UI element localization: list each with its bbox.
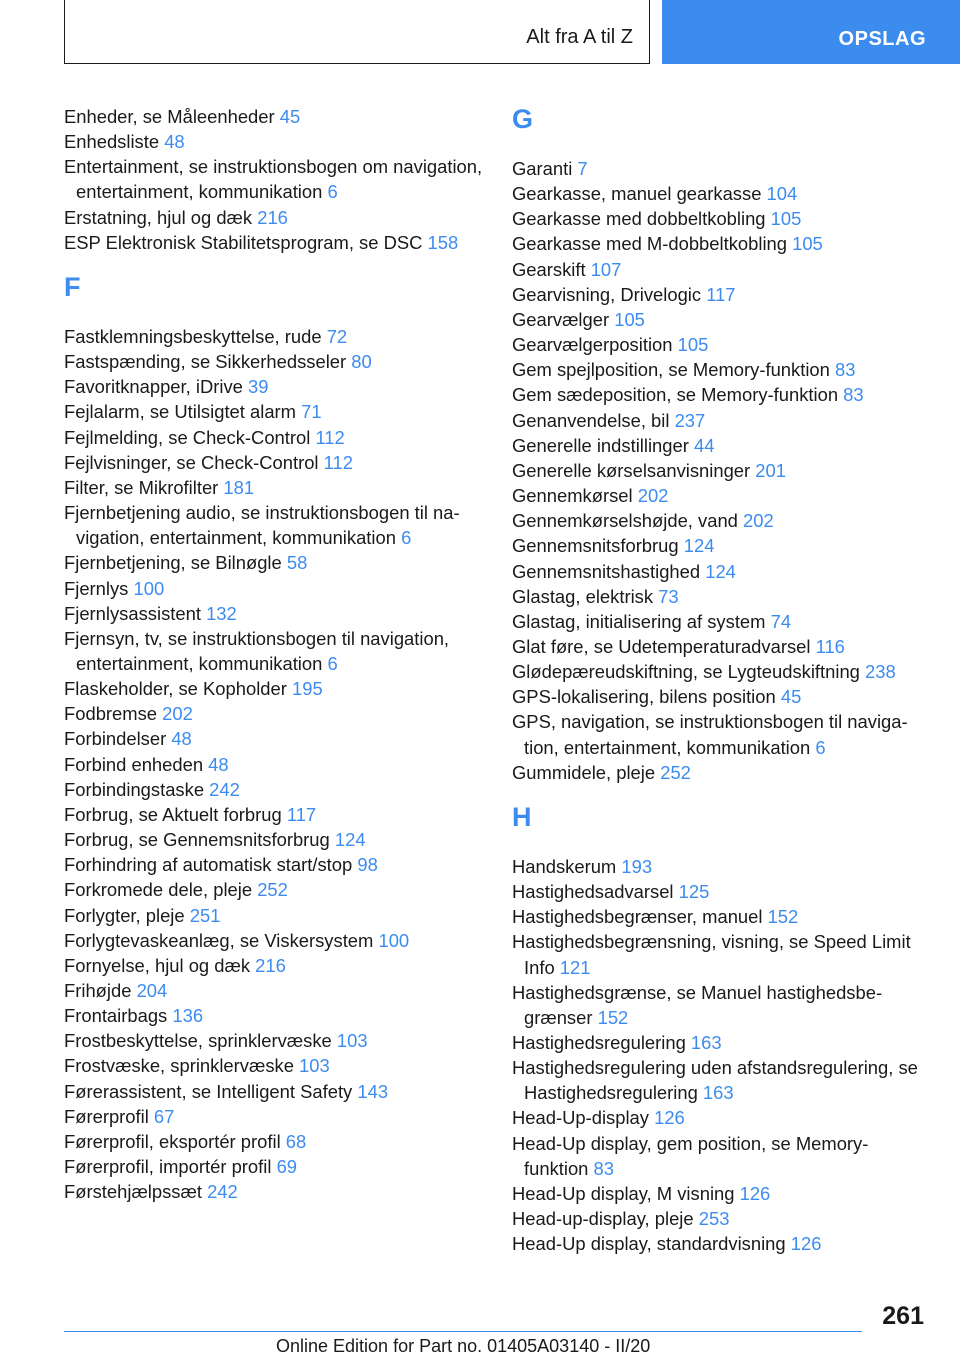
index-entry-term: Generelle kørselsanvisninger (512, 459, 756, 481)
index-entry (64, 1129, 484, 1154)
index-entry (512, 684, 932, 709)
index-entry-term: Enheder, se Måleenheder (64, 106, 280, 127)
index-entry (64, 1154, 484, 1179)
index-entry (64, 877, 484, 902)
index-entry-page-link[interactable]: 125 (678, 881, 710, 903)
index-entry-term: ESP Elektronisk Stabilitetsprogram, se DSC (64, 231, 428, 253)
index-entry (64, 324, 484, 349)
index-entry-page-link[interactable]: 98 (357, 854, 378, 876)
index-entry-page-link[interactable]: 253 (698, 1208, 730, 1230)
index-entry-page-link[interactable]: 126 (654, 1107, 685, 1129)
index-entry-term: Head-up-display, pleje (512, 1208, 699, 1230)
section-title: Alt fra A til Z (526, 26, 633, 48)
index-entry (512, 1231, 932, 1256)
index-entry-term: Flaskeholder, se Kopholder (64, 678, 292, 700)
index-entry-page-link[interactable]: 48 (164, 131, 185, 153)
index-column-left (64, 104, 484, 1204)
index-entry (64, 129, 484, 154)
index-entry-term: Hastighedsbegrænsning, visning, se Speed Limit Info (512, 931, 911, 978)
index-entry-term: Forkromede dele, pleje (64, 879, 258, 901)
index-entry-term: Glødepæreudskiftning, se Lygteudskiftning (512, 661, 866, 683)
index-entry (64, 601, 484, 626)
index-entry-term: Generelle indstillinger (512, 434, 694, 456)
index-entry-term: Fjernlysassistent (64, 602, 207, 624)
index-entry-page-link[interactable]: 216 (257, 206, 288, 228)
index-entry-term: Gennemsnitshastighed (512, 560, 706, 582)
index-entry-page-link[interactable]: 105 (677, 334, 709, 356)
index-entry (512, 904, 932, 929)
index-entry (64, 726, 484, 751)
index-entry-page-link[interactable]: 124 (683, 535, 715, 557)
index-entry (64, 104, 484, 129)
index-entry-term: Glastag, elektrisk (512, 585, 659, 607)
index-entry (512, 257, 932, 282)
index-entry-page-link[interactable]: 152 (767, 906, 799, 928)
index-entry-term: Fastspænding, se Sikkerhedsseler (64, 351, 352, 373)
index-entry-page-link[interactable]: 252 (660, 761, 691, 783)
index-entry-term: Gem sædeposition, se Memory-funktion (512, 384, 844, 406)
index-entry-page-link[interactable]: 116 (815, 635, 845, 657)
index-entry-page-link[interactable]: 242 (207, 1181, 238, 1203)
index-entry-page-link[interactable]: 143 (357, 1080, 389, 1102)
index-entry-page-link[interactable]: 83 (593, 1157, 614, 1179)
index-entry-page-link[interactable]: 6 (401, 527, 412, 549)
index-entry (512, 854, 932, 879)
index-entry-term: Gennemkørselshøjde, vand (512, 510, 744, 532)
index-entry-page-link[interactable]: 74 (770, 610, 792, 632)
index-entry-page-link[interactable]: 7 (577, 158, 588, 179)
index-entry-term: Forhindring af automatisk start/stop (64, 854, 358, 876)
index-entry (64, 500, 484, 550)
index-entry-page-link[interactable]: 202 (162, 703, 193, 725)
index-entry-term: Garanti (512, 158, 578, 179)
index-entry (64, 1053, 484, 1078)
chapter-title: OPSLAG (838, 28, 926, 50)
index-entry-term: Gennemsnitsforbrug (512, 535, 684, 557)
index-entry-page-link[interactable]: 45 (780, 686, 802, 708)
index-letter-heading: F (64, 271, 81, 302)
index-entry-page-link[interactable]: 132 (206, 602, 237, 624)
index-entry-page-link[interactable]: 73 (658, 585, 679, 607)
index-entry-page-link[interactable]: 112 (315, 426, 345, 448)
index-entry (64, 903, 484, 928)
index-entry-page-link[interactable]: 6 (327, 652, 338, 674)
index-entry (64, 154, 484, 204)
index-entry (512, 980, 932, 1030)
index-entry-term: Førstehjælpssæt (64, 1181, 208, 1203)
index-entry-page-link[interactable]: 242 (209, 778, 240, 800)
index-entry (512, 433, 932, 458)
index-entry (512, 879, 932, 904)
index-entry (64, 928, 484, 953)
index-entry-term: Glastag, initialisering af system (512, 610, 771, 632)
index-entry (64, 550, 484, 575)
index-entry-term: Hastighedsregulering (512, 1032, 691, 1053)
index-entry-page-link[interactable]: 83 (843, 384, 864, 406)
index-entry (512, 1030, 932, 1055)
index-entry-term: Handskerum (512, 855, 622, 877)
index-entry-page-link[interactable]: 39 (247, 376, 269, 398)
index-entry-page-link[interactable]: 112 (323, 451, 353, 473)
index-entry (512, 1105, 932, 1130)
index-entry (512, 929, 932, 979)
index-entry (64, 777, 484, 802)
index-entry (512, 181, 932, 206)
index-entry-term: Fejlvisninger, se Check-Control (64, 451, 324, 473)
index-entry (64, 1079, 484, 1104)
index-entry-term: Forbindelser (64, 728, 172, 750)
index-entry-page-link[interactable]: 201 (755, 459, 786, 481)
index-entry-page-link[interactable]: 48 (208, 753, 229, 775)
index-entry-term: Head-Up display, gem position, se Memory-funktion (512, 1132, 869, 1179)
index-entry-term: Head-Up-display (512, 1107, 655, 1129)
index-entry-term: Glat føre, se Udetemperaturadvarsel (512, 635, 816, 657)
index-entry-page-link[interactable]: 6 (815, 736, 826, 758)
index-entry-term: Gearvisning, Drivelogic (512, 283, 707, 305)
index-entry (64, 852, 484, 877)
index-entry-term: Forbind enheden (64, 753, 209, 775)
index-entry-term: Frontairbags (64, 1005, 173, 1027)
index-entry-term: Forbrug, se Gennemsnitsforbrug (64, 829, 335, 851)
index-entry-term: Førerprofil, importér profil (64, 1156, 277, 1178)
index-entry-page-link[interactable]: 67 (153, 1105, 175, 1127)
index-entry (64, 1179, 484, 1204)
index-entry (512, 1055, 932, 1105)
index-entry (64, 475, 484, 500)
index-entry-page-link[interactable]: 80 (351, 351, 372, 373)
index-entry-term: Head-Up display, M visning (512, 1182, 740, 1204)
index-entry-page-link[interactable]: 105 (792, 233, 823, 255)
index-entry-page-link[interactable]: 238 (865, 661, 896, 683)
index-entry-term: Enhedsliste (64, 131, 165, 153)
index-entry-page-link[interactable]: 163 (690, 1032, 722, 1053)
page-number: 261 (882, 1302, 924, 1330)
index-entry-page-link[interactable]: 44 (693, 434, 715, 456)
index-entry-page-link[interactable]: 105 (614, 308, 645, 330)
index-entry-term: Fjernbetjening audio, se instruktionsbogen til navigation, entertainment, kommunikation (64, 502, 460, 549)
index-entry (512, 1181, 932, 1206)
index-entry-page-link[interactable]: 83 (835, 359, 856, 381)
index-entry (64, 349, 484, 374)
index-entry-page-link[interactable]: 216 (255, 954, 286, 976)
index-entry (64, 425, 484, 450)
index-entry-term: Gearskift (512, 258, 591, 280)
index-entry-term: Gearvælger (512, 308, 615, 330)
index-entry (64, 953, 484, 978)
index-entry-page-link[interactable]: 126 (790, 1233, 822, 1255)
index-entry-page-link[interactable]: 251 (189, 904, 221, 926)
index-column-right (512, 104, 932, 1256)
index-entry-term: Førerprofil (64, 1105, 154, 1127)
header-chapter-tab[interactable] (662, 0, 960, 64)
index-entry (64, 205, 484, 230)
index-entry (512, 408, 932, 433)
footer-divider (64, 1331, 862, 1332)
index-entry-term: Forlygtevaskeanlæg, se Viskersystem (64, 929, 379, 951)
index-entry (64, 399, 484, 424)
index-entry (512, 508, 932, 533)
index-entry (64, 1028, 484, 1053)
index-entry-page-link[interactable]: 195 (291, 678, 323, 700)
index-entry-page-link[interactable]: 252 (257, 879, 288, 901)
index-entry (64, 752, 484, 777)
index-entry-term: Frostbeskyttelse, sprinklervæske (64, 1030, 337, 1052)
index-entry-page-link[interactable]: 103 (299, 1055, 330, 1077)
index-entry-page-link[interactable]: 181 (223, 476, 255, 498)
index-entry-term: Head-Up display, standardvisning (512, 1233, 791, 1255)
index-entry (512, 483, 932, 508)
index-entry-page-link[interactable]: 100 (378, 929, 410, 951)
index-entry (64, 576, 484, 601)
index-entry-term: Erstatning, hjul og dæk (64, 206, 258, 228)
index-entry-term: Hastighedsadvarsel (512, 881, 679, 903)
index-entry-page-link[interactable]: 158 (427, 231, 459, 253)
index-entry-term: Fastklemningsbeskyttelse, rude (64, 325, 327, 347)
index-entry-page-link[interactable]: 163 (702, 1082, 734, 1104)
index-entry-term: Hastighedsbegrænser, manuel (512, 906, 768, 928)
index-entry-page-link[interactable]: 69 (276, 1156, 298, 1178)
index-entry-term: Frostvæske, sprinklervæske (64, 1055, 300, 1077)
index-entry-term: Filter, se Mikrofilter (64, 476, 224, 498)
index-entry (64, 827, 484, 852)
index-entry-term: Forbrug, se Aktuelt forbrug (64, 803, 287, 825)
index-entry (512, 206, 932, 231)
footer-edition: Online Edition for Part no. 01405A03140 - II/20 (276, 1336, 651, 1356)
index-entry-term: Fejlalarm, se Utilsigtet alarm (64, 401, 302, 423)
index-entry-page-link[interactable]: 193 (621, 855, 653, 877)
index-entry (512, 1206, 932, 1231)
index-entry-term: Forlygter, pleje (64, 904, 190, 926)
index-entry-term: Favoritknapper, iDrive (64, 376, 248, 398)
index-letter-heading: G (512, 104, 534, 134)
index-entry-term: Fornyelse, hjul og dæk (64, 954, 256, 976)
index-entry-term: Fodbremse (64, 703, 163, 725)
index-entry-term: Gennemkørsel (512, 485, 638, 507)
index-entry-term: GPS-lokalisering, bilens position (512, 686, 781, 708)
index-entry (64, 802, 484, 827)
index-entry-page-link[interactable]: 100 (133, 577, 165, 599)
index-entry-term: Gem spejlposition, se Memory-funktion (512, 359, 835, 381)
index-entry-page-link[interactable]: 48 (171, 728, 192, 750)
index-entry-term: Fjernsyn, tv, se instruktionsbogen til navigation, entertainment, kommunikation (64, 627, 450, 674)
index-entry-term: Frihøjde (64, 980, 137, 1001)
index-entry-page-link[interactable]: 202 (637, 485, 669, 507)
index-entry (64, 676, 484, 701)
index-entry-page-link[interactable]: 45 (279, 106, 301, 127)
index-entry-page-link[interactable]: 103 (336, 1030, 368, 1052)
index-entry (512, 357, 932, 382)
index-entry (512, 282, 932, 307)
index-entry-page-link[interactable]: 105 (770, 208, 802, 230)
index-entry (512, 382, 932, 407)
index-entry-term: Fejlmelding, se Check-Control (64, 426, 316, 448)
index-entry (512, 609, 932, 634)
index-entry-term: Gearkasse med M-dobbeltkobling (512, 233, 793, 255)
index-entry (512, 709, 932, 759)
index-entry-page-link[interactable]: 72 (326, 325, 348, 347)
index-entry (64, 1104, 484, 1129)
index-entry-term: Forbindingstaske (64, 778, 210, 800)
index-entry (64, 230, 484, 255)
index-entry (512, 760, 932, 785)
index-entry-term: Hastighedsregulering uden afstandsregulering, se Hastighedsregulering (512, 1057, 918, 1104)
index-entry-page-link[interactable]: 107 (590, 258, 622, 280)
index-entry (512, 231, 932, 256)
index-entry-page-link[interactable]: 124 (705, 560, 736, 582)
index-entry-page-link[interactable]: 237 (674, 409, 706, 431)
index-entry (512, 332, 932, 357)
index-letter-heading: H (512, 801, 532, 832)
index-entry-term: Gearvælgerposition (512, 334, 678, 356)
index-entry (64, 626, 484, 676)
index-entry-term: Gearkasse med dobbeltkobling (512, 208, 771, 230)
index-entry-page-link[interactable]: 152 (597, 1006, 629, 1028)
index-entry-term: Gummidele, pleje (512, 761, 661, 783)
index-entry-page-link[interactable]: 6 (327, 181, 338, 203)
index-entry-page-link[interactable]: 126 (739, 1182, 771, 1204)
index-entry-page-link[interactable]: 124 (334, 829, 366, 851)
index-entry (64, 374, 484, 399)
index-entry-page-link[interactable]: 71 (301, 401, 322, 423)
index-entry-term: Gearkasse, manuel gearkasse (512, 183, 767, 205)
index-entry (512, 584, 932, 609)
index-entry-page-link[interactable]: 117 (706, 283, 736, 305)
index-entry (512, 634, 932, 659)
index-entry (512, 307, 932, 332)
index-entry-term: Fjernlys (64, 577, 134, 599)
index-entry-page-link[interactable]: 202 (743, 510, 774, 532)
index-entry (512, 156, 932, 181)
index-entry-page-link[interactable]: 204 (136, 980, 168, 1001)
index-entry-page-link[interactable]: 136 (172, 1005, 204, 1027)
index-entry (512, 559, 932, 584)
index-entry (512, 458, 932, 483)
index-entry-term: Fjernbetjening, se Bilnøgle (64, 552, 287, 574)
index-entry-page-link[interactable]: 68 (285, 1130, 307, 1152)
index-entry (64, 978, 484, 1003)
index-entry-page-link[interactable]: 117 (286, 803, 317, 825)
index-entry (64, 1003, 484, 1028)
header-section-box (64, 0, 650, 64)
index-entry-term: Førerassistent, se Intelligent Safety (64, 1080, 358, 1102)
index-entry (512, 659, 932, 684)
index-entry (64, 701, 484, 726)
index-entry-page-link[interactable]: 121 (559, 956, 591, 978)
index-entry-term: Hastighedsgrænse, se Manuel hastighedsbegrænser (512, 981, 883, 1028)
index-entry-term: Entertainment, se instruktionsbogen om navigation, entertainment, kommunikation (64, 156, 483, 203)
index-entry (64, 450, 484, 475)
index-entry-page-link[interactable]: 104 (766, 183, 798, 205)
index-entry (512, 533, 932, 558)
index-entry-page-link[interactable]: 58 (286, 552, 308, 574)
index-entry-term: Førerprofil, eksportér profil (64, 1130, 286, 1152)
index-entry-term: Genanvendelse, bil (512, 409, 675, 431)
index-entry-term: GPS, navigation, se instruktionsbogen til navigation, entertainment, kommunikation (512, 711, 908, 758)
index-entry (512, 1131, 932, 1181)
